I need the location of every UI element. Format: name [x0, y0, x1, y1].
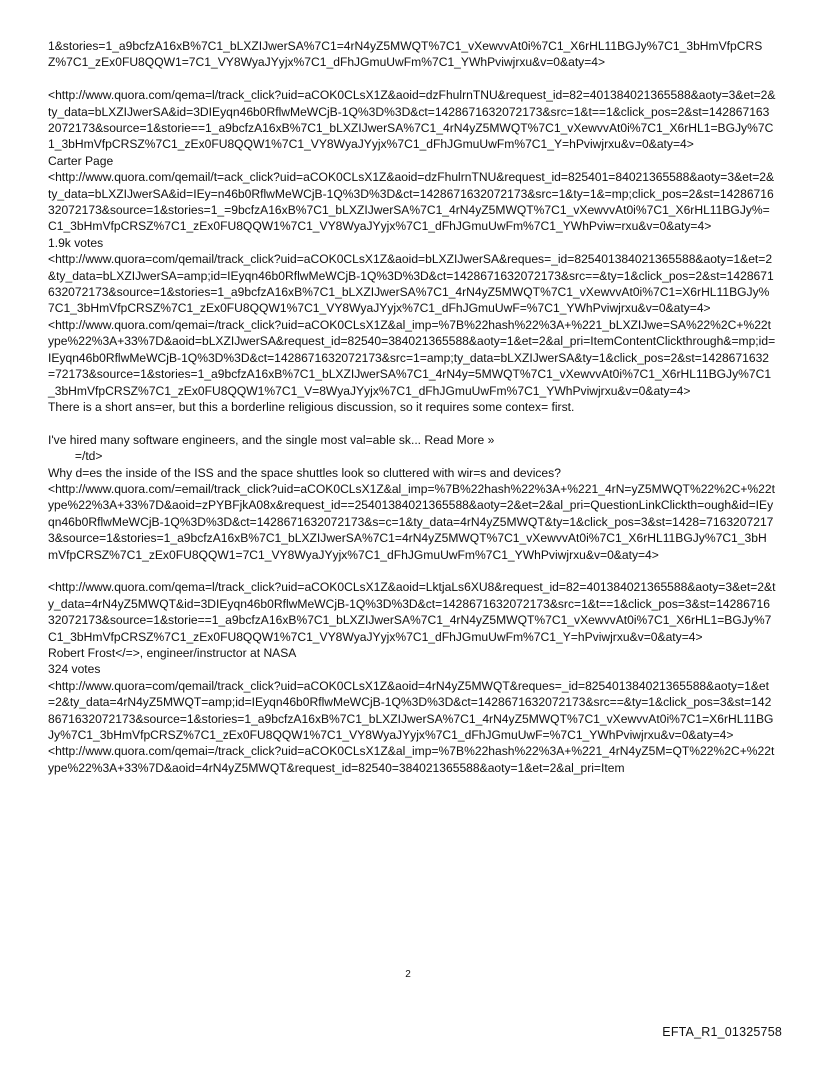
- body-text-line: Why d=es the inside of the ISS and the space shuttles look so cluttered with wir=s and devices?: [48, 465, 561, 480]
- body-text-line: 1&stories=1_a9bcfzA16xB%7C1_bLXZIJwerSA%7C1=4rN4yZ5MWQT%7C1_vXewvvAt0i%7C1_X6rHL11BGJy%7C1_3bHmVfpCRSZ%7C1_zEx0FU8QQW1=7C1_VY8WyaJYyjx%7C1_dFhJGmuUwFm%7C1_YWhPviwjrxu&v=0&aty=4>: [48, 39, 763, 70]
- tracking-url-text: <http://www.quora.com/qemai=/track_click?uid=aCOK0CLsX1Z&al_imp=%7B%22hash%22%3A+%221_bLXZIJwe=SA%22%2C+%22type%22%3A+33%7D&aoid=bLXZIJwerSA&request_id=82540=384021365588&aoty=1&et=2&al_pri=ItemContentClickthrough&=mp;id=IEyqn46b0RflwMeWCjB-1Q%3D%3D&ct=1428671632072173&src=1=amp;ty_data=bLXZIJwerSA&ty=1&click_pos=2&st=1428671632=72173&source=1&stories=1_a9bcfzA16xB%7C1_bLXZIJwerSA%7C1_4rN4y=5MWQT%7C1_vXewvvAt0i%7C1_X6rHL11BGJy%7C1_3bHmVfpCRSZ%7C1_zEx0FU8QQW1%7C1_V=8WyaJYyjx%7C1_dFhJGmuUwFm%7C1_YWhPviwjrxu&v=0&aty=4>: [48, 317, 776, 398]
- body-text-line: 1.9k votes: [48, 235, 104, 250]
- bates-number: EFTA_R1_01325758: [662, 1025, 782, 1039]
- tracking-url-text: <http://www.quora=com/qemail/track_click?uid=aCOK0CLsX1Z&aoid=4rN4yZ5MWQT&reques=_id=825401384021365588&aoty=1&et=2&ty_data=4rN4yZ5MWQT=amp;id=IEyqn46b0RflwMeWCjB-1Q%3D%3D&ct=1428671632072173&src==&ty=1&click_pos=3&st=1428671632072173&source=1&stories=1_a9bcfzA16xB%7C1_bLXZIJwerSA%7C1_4rN4yZ5MWQT%7C1_vXewvvAt0i%7C1=X6rHL11BGJy%7C1_3bHmVfpCRSZ%7C1_zEx0FU8QQW1%7C1_VY8WyaJYyjx%7C1_dFhJGmuUwF=%7C1_YWhPviwjrxu&v=0&aty=4>: [48, 678, 774, 743]
- tracking-url-text: <http://www.quora.com/qema=l/track_click?uid=aCOK0CLsX1Z&aoid=LktjaLs6XU8&request_id=82=401384021365588&aoty=3&et=2&ty_data=4rN4yZ5MWQT&id=3DIEyqn46b0RflwMeWCjB-1Q%3D%3D&ct=1428671632072173&src=1&t==1&click_pos=3&st=1428671632072173&source=1&storie==1_a9bcfzA16xB%7C1_bLXZIJwerSA%7C1_4rN4yZ5MWQT%7C1_vXewvvAt0i%7C1_X6rHL1=BGJy%7C1_3bHmVfpCRSZ%7C1_zEx0FU8QQW1%7C1_VY8WyaJYyjx%7C1_dFhJGmuUwFm%7C1_Y=hPviwjrxu&v=0&aty=4>: [48, 580, 776, 644]
- tracking-url-text: <http://www.quora=com/qemail/track_click?uid=aCOK0CLsX1Z&aoid=bLXZIJwerSA&reques=_id=825401384021365588&aoty=1&et=2&ty_data=bLXZIJwerSA=amp;id=IEyqn46b0RflwMeWCjB-1Q%3D%3D&ct=1428671632072173&src==&ty=1&click_pos=2&st=1428671632072173&source=1&stories=1_a9bcfzA16xB%7C1_bLXZIJwerSA%7C1_4rN4yZ5MWQT%7C1_vXewvvAt0i%7C1=X6rHL11BGJy%7C1_3bHmVfpCRSZ%7C1_zEx0FU8QQW1%7C1_VY8WyaJYyjx%7C1_dFhJGmuUwF=%7C1_YWhPviwjrxu&v=0&aty=4>: [48, 252, 774, 316]
- body-text-line: =/td>: [48, 449, 103, 464]
- body-text-line: There is a short ans=er, but this a borderline religious discussion, so it requires some contex= first.: [48, 399, 575, 414]
- tracking-url-text: <http://www.quora.com/=email/track_click?uid=aCOK0CLsX1Z&al_imp=%7B%22hash%22%3A+%221_4rN=yZ5MWQT%22%2C+%22type%22%3A+33%7D&aoid=zPYBFjkA08x&request_id==25401384021365588&aoty=2&et=2&al_pri=QuestionLinkClickth=ough&id=IEyqn46b0RflwMeWCjB-1Q%3D%3D&ct=1428671632072173&s=c=1&ty_data=4rN4yZ5MWQT&ty=1&click_pos=3&st=1428=71632072173&source=1&stories=1_a9bcfzA16xB%7C1_bLXZIJwerSA%7C1=4rN4yZ5MWQT%7C1_vXewvvAt0i%7C1_X6rHL11BGJy%7C1_3bHmVfpCRSZ%7C1_zEx0FU8QQW1=7C1_VY8WyaJYyjx%7C1_dFhJGmuUwFm%7C1_YWhPviwjrxu&v=0&aty=4>: [48, 481, 775, 562]
- blank-line: [48, 415, 776, 431]
- tracking-url-text: <http://www.quora.com/qemai=/track_click?uid=aCOK0CLsX1Z&al_imp=%7B%22hash%22%3A+%221_4rN4yZ5M=QT%22%2C+%22type%22%3A+33%7D&aoid=4rN4yZ5MWQT&request_id=82540=384021365588&aoty=1&et=2&al_pri=Item: [48, 744, 775, 775]
- tracking-url-text: <http://www.quora.com/qema=l/track_click?uid=aCOK0CLsX1Z&aoid=dzFhulrnTNU&request_id=82=401384021365588&aoty=3&et=2&ty_data=bLXZIJwerSA&id=3DIEyqn46b0RflwMeWCjB-1Q%3D%3D&ct=1428671632072173&src=1&t==1&click_pos=2&st=1428671632072173&source=1&storie==1_a9bcfzA16xB%7C1_bLXZIJwerSA%7C1_4rN4yZ5MWQT%7C1_vXewvvAt0i%7C1_X6rHL1=BGJy%7C1_3bHmVfpCRSZ%7C1_zEx0FU8QQW1%7C1_VY8WyaJYyjx%7C1_dFhJGmuUwFm%7C1_Y=hPviwjrxu&v=0&aty=4>: [48, 88, 776, 152]
- body-text-line: Carter Page: [48, 153, 114, 168]
- blank-line: [48, 563, 776, 579]
- body-text-line: I've hired many software engineers, and the single most val=able sk... Read More »: [48, 432, 495, 447]
- page-number: 2: [405, 969, 411, 980]
- body-text-line: 324 votes: [48, 662, 101, 677]
- tracking-url-text: <http://www.quora.com/qemail/t=ack_click?uid=aCOK0CLsX1Z&aoid=dzFhulrnTNU&request_id=825401=84021365588&aoty=3&et=2&ty_data=bLXZIJwerSA&id=IEy=n46b0RflwMeWCjB-1Q%3D%3D&ct=1428671632072173&src=1&ty=1&=mp;click_pos=2&st=1428671632072173&source=1&stories=1_=9bcfzA16xB%7C1_bLXZIJwerSA%7C1_4rN4yZ5MWQT%7C1_vXewvvAt0i%7C1_X6rHL11BGJy%=C1_3bHmVfpCRSZ%7C1_zEx0FU8QQW1%7C1_VY8WyaJYyjx%7C1_dFhJGmuUwFm%7C1_YWhPviw=rxu&v=0&aty=4>: [48, 170, 775, 234]
- email-body-text: [48, 38, 776, 776]
- blank-line: [48, 71, 776, 87]
- body-text-line: Robert Frost</=>, engineer/instructor at NASA: [48, 645, 297, 660]
